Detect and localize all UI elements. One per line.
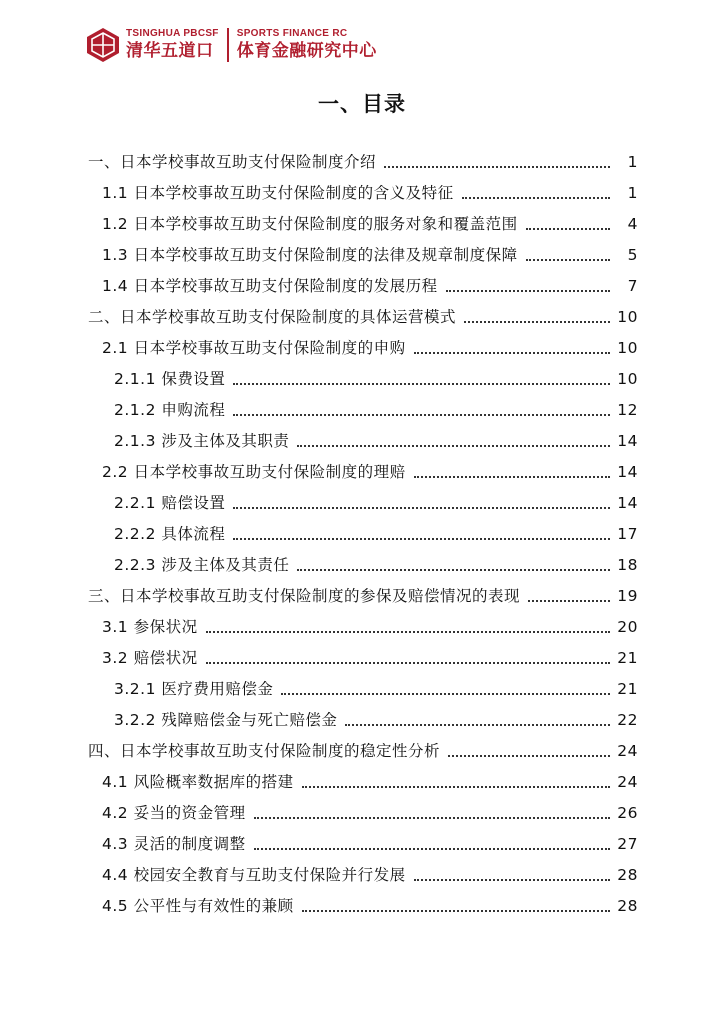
dot-leader bbox=[254, 816, 610, 819]
tsinghua-pbcsf-logo-icon bbox=[86, 27, 120, 63]
dot-leader bbox=[297, 444, 610, 447]
brand-right-en: SPORTS FINANCE RC bbox=[236, 28, 348, 39]
toc-entry[interactable] bbox=[0, 766, 724, 797]
dot-leader bbox=[464, 320, 610, 323]
toc-entry-label: 1.2 日本学校事故互助支付保险制度的服务对象和覆盖范围 bbox=[102, 214, 518, 233]
toc-entry-label: 四、日本学校事故互助支付保险制度的稳定性分析 bbox=[88, 741, 441, 760]
dot-leader bbox=[206, 661, 610, 664]
toc-entry[interactable] bbox=[0, 611, 724, 642]
toc-entry-label: 4.4 校园安全教育与互助支付保险并行发展 bbox=[102, 865, 406, 884]
dot-leader bbox=[281, 692, 610, 695]
dot-leader bbox=[414, 351, 610, 354]
toc-entry-label: 2.2.1 赔偿设置 bbox=[114, 493, 226, 512]
toc-entry-label: 3.2.1 医疗费用赔偿金 bbox=[114, 679, 274, 698]
toc-entry-page: 17 bbox=[617, 524, 638, 543]
dot-leader bbox=[526, 227, 610, 230]
toc-entry-label: 2.2.3 涉及主体及其责任 bbox=[114, 555, 290, 574]
toc-entry-page: 7 bbox=[627, 276, 638, 295]
toc-entry-page: 14 bbox=[617, 462, 638, 481]
brand-right-cn: 体育金融研究中心 bbox=[236, 41, 377, 61]
toc-entry[interactable] bbox=[0, 425, 724, 456]
toc-entry-page: 14 bbox=[617, 431, 638, 450]
toc-entry-label: 2.1.2 申购流程 bbox=[114, 400, 226, 419]
toc-entry-page: 18 bbox=[617, 555, 638, 574]
toc-entry-page: 12 bbox=[617, 400, 638, 419]
toc-entry-page: 10 bbox=[617, 369, 638, 388]
toc-entry[interactable] bbox=[0, 146, 724, 177]
dot-leader bbox=[297, 568, 610, 571]
toc-entry-page: 1 bbox=[627, 152, 638, 171]
dot-leader bbox=[302, 785, 610, 788]
toc-entry-page: 22 bbox=[617, 710, 638, 729]
toc-entry-label: 1.4 日本学校事故互助支付保险制度的发展历程 bbox=[102, 276, 438, 295]
dot-leader bbox=[446, 289, 610, 292]
toc-entry[interactable] bbox=[0, 828, 724, 859]
dot-leader bbox=[462, 196, 610, 199]
dot-leader bbox=[414, 475, 610, 478]
toc-entry-page: 1 bbox=[627, 183, 638, 202]
page-title: 一、目录 bbox=[318, 92, 406, 116]
toc-entry[interactable] bbox=[0, 332, 724, 363]
toc-entry-page: 28 bbox=[617, 865, 638, 884]
toc-entry-label: 3.2 赔偿状况 bbox=[102, 648, 198, 667]
toc-entry-label: 3.1 参保状况 bbox=[102, 617, 198, 636]
dot-leader bbox=[526, 258, 610, 261]
toc-entry[interactable] bbox=[0, 239, 724, 270]
toc-entry-label: 1.3 日本学校事故互助支付保险制度的法律及规章制度保障 bbox=[102, 245, 518, 264]
toc-entry-label: 2.1.3 涉及主体及其职责 bbox=[114, 431, 290, 450]
toc-entry[interactable] bbox=[0, 301, 724, 332]
toc-entry-label: 2.2.2 具体流程 bbox=[114, 524, 226, 543]
brand-left-cn: 清华五道口 bbox=[126, 41, 214, 61]
toc-entry-page: 26 bbox=[617, 803, 638, 822]
brand-left bbox=[126, 28, 219, 62]
toc-entry-page: 21 bbox=[617, 679, 638, 698]
toc-entry-label: 一、日本学校事故互助支付保险制度介绍 bbox=[88, 152, 377, 171]
toc-entry-page: 24 bbox=[617, 772, 638, 791]
toc-entry-label: 2.1.1 保费设置 bbox=[114, 369, 226, 388]
toc-entry[interactable] bbox=[0, 797, 724, 828]
dot-leader bbox=[233, 506, 610, 509]
toc-entry-label: 1.1 日本学校事故互助支付保险制度的含义及特征 bbox=[102, 183, 454, 202]
dot-leader bbox=[233, 413, 610, 416]
toc-entry[interactable] bbox=[0, 704, 724, 735]
toc-entry[interactable] bbox=[0, 580, 724, 611]
toc-entry[interactable] bbox=[0, 642, 724, 673]
toc-entry-label: 2.2 日本学校事故互助支付保险制度的理赔 bbox=[102, 462, 406, 481]
brand-right bbox=[237, 28, 377, 62]
dot-leader bbox=[206, 630, 610, 633]
toc-entry-page: 10 bbox=[617, 338, 638, 357]
table-of-contents bbox=[0, 146, 724, 921]
toc-entry-page: 19 bbox=[617, 586, 638, 605]
toc-entry-label: 三、日本学校事故互助支付保险制度的参保及赔偿情况的表现 bbox=[88, 586, 521, 605]
toc-entry-page: 28 bbox=[617, 896, 638, 915]
dot-leader bbox=[233, 382, 610, 385]
toc-entry[interactable] bbox=[0, 673, 724, 704]
toc-entry-page: 4 bbox=[627, 214, 638, 233]
dot-leader bbox=[254, 847, 610, 850]
toc-entry-label: 4.2 妥当的资金管理 bbox=[102, 803, 246, 822]
toc-entry[interactable] bbox=[0, 549, 724, 580]
dot-leader bbox=[384, 165, 610, 168]
toc-entry[interactable] bbox=[0, 394, 724, 425]
toc-entry[interactable] bbox=[0, 270, 724, 301]
toc-entry[interactable] bbox=[0, 363, 724, 394]
toc-entry-label: 4.1 风险概率数据库的搭建 bbox=[102, 772, 294, 791]
toc-entry-page: 27 bbox=[617, 834, 638, 853]
toc-entry[interactable] bbox=[0, 735, 724, 766]
toc-entry-page: 5 bbox=[627, 245, 638, 264]
dot-leader bbox=[302, 909, 610, 912]
toc-entry[interactable] bbox=[0, 177, 724, 208]
toc-entry[interactable] bbox=[0, 487, 724, 518]
toc-entry-page: 10 bbox=[617, 307, 638, 326]
toc-entry[interactable] bbox=[0, 859, 724, 890]
toc-entry-label: 4.3 灵活的制度调整 bbox=[102, 834, 246, 853]
toc-entry-page: 24 bbox=[617, 741, 638, 760]
dot-leader bbox=[414, 878, 610, 881]
toc-entry-page: 14 bbox=[617, 493, 638, 512]
dot-leader bbox=[528, 599, 610, 602]
page-header bbox=[86, 26, 377, 64]
toc-entry-page: 20 bbox=[617, 617, 638, 636]
toc-entry[interactable] bbox=[0, 456, 724, 487]
brand-left-en: TSINGHUA PBCSF bbox=[126, 28, 219, 39]
header-divider bbox=[227, 28, 229, 62]
toc-entry-label: 4.5 公平性与有效性的兼顾 bbox=[102, 896, 294, 915]
dot-leader bbox=[448, 754, 610, 757]
toc-entry[interactable] bbox=[0, 518, 724, 549]
toc-entry-label: 二、日本学校事故互助支付保险制度的具体运营模式 bbox=[88, 307, 457, 326]
toc-entry-page: 21 bbox=[617, 648, 638, 667]
toc-entry-label: 2.1 日本学校事故互助支付保险制度的申购 bbox=[102, 338, 406, 357]
toc-entry[interactable] bbox=[0, 890, 724, 921]
dot-leader bbox=[233, 537, 610, 540]
toc-entry-label: 3.2.2 残障赔偿金与死亡赔偿金 bbox=[114, 710, 338, 729]
toc-entry[interactable] bbox=[0, 208, 724, 239]
dot-leader bbox=[345, 723, 610, 726]
